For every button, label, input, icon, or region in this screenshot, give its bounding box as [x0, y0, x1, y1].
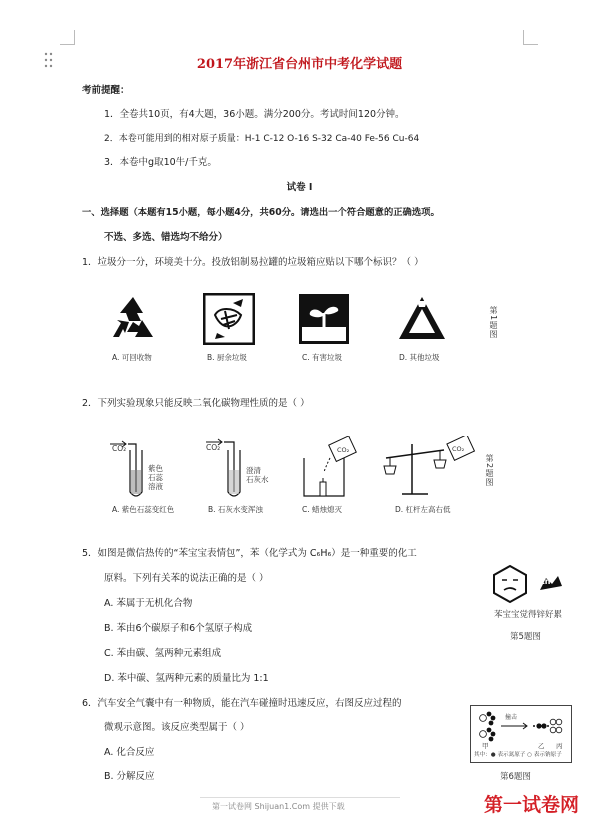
other-waste-icon [395, 293, 449, 345]
q2-tube-a-3: 溶液 [148, 482, 163, 491]
hazardous-waste-icon [298, 293, 350, 345]
zn-label: Zn [539, 577, 551, 586]
q6-line2: 微观示意图。该反应类型属于（ ） [104, 722, 250, 733]
q1-option-b: B. 厨余垃圾 [207, 353, 247, 362]
recycle-symbol-icon [107, 293, 159, 345]
crop-mark-tr [523, 30, 538, 45]
q5-option-c: C. 苯由碳、氢两种元素组成 [104, 648, 222, 659]
kitchen-waste-icon [203, 293, 255, 345]
reminder-2: 2．本卷可能用到的相对原子质量：H-1 C-12 O-16 S-32 Ca-40 Fe-56 Cu-64 [104, 134, 420, 144]
section1-line1: 一、选择题（本题有15小题，每小题4分，共60分。请选出一个符合题意的正确选项。 [82, 207, 440, 218]
q6-line1: 6．汽车安全气囊中有一种物质，能在汽车碰撞时迅速反应，右图反应过程的 [82, 698, 402, 709]
reminder-title: 考前提醒： [82, 85, 130, 96]
footer-line [200, 797, 400, 798]
q2-option-b: B. 石灰水变浑浊 [208, 505, 263, 514]
q1-option-a: A. 可回收物 [112, 353, 152, 362]
q5-line2: 原料。下列有关苯的说法正确的是（ ） [104, 573, 269, 584]
q6-fig-name-jia: 甲 [482, 742, 489, 750]
q6-fig-legend: 其中：● 表示氮原子 ○ 表示钠原子 [474, 752, 562, 758]
q6-fig-label: 第6题图 [500, 772, 531, 782]
q1-text: 1．垃圾分一分，环境美十分。投放铝制易拉罐的垃圾箱应贴以下哪个标识？（ ） [82, 257, 424, 268]
q6-option-a: A. 化合反应 [104, 747, 155, 758]
benzene-face-icon [490, 564, 530, 604]
q5-fig-caption: 苯宝宝觉得锌好累 [494, 610, 563, 620]
q2-figure-c [300, 436, 362, 500]
q5-option-a: A. 苯属于无机化合物 [104, 598, 193, 609]
q2-text: 2．下列实验现象只能反映二氧化碳物理性质的是（ ） [82, 398, 310, 409]
footer-text: 第一试卷网 Shijuan1.Com 提供下载 [212, 802, 345, 811]
q5-option-b: B. 苯由6个碳原子和6个氢原子构成 [104, 623, 253, 634]
q2-option-d: D. 杠杆左高右低 [395, 505, 451, 514]
q1-side-label: 第1题图 [489, 306, 498, 340]
q2-tube-a-2: 石蕊 [148, 473, 163, 482]
reminder-1: 1．全卷共10页，有4大题，36小题。满分200分。考试时间120分钟。 [104, 109, 405, 120]
q6-fig-name-bing: 丙 [556, 742, 563, 750]
q2-co2-c: CO₂ [337, 446, 350, 454]
paper-label: 试卷 I [286, 182, 313, 193]
q2-tube-a-1: 紫色 [148, 464, 163, 473]
q2-tube-b-2: 石灰水 [246, 475, 269, 484]
reminder-3: 3．本卷中g取10牛/千克。 [104, 157, 217, 168]
q2-co2-a: CO₂ [112, 444, 127, 453]
q2-co2-d: CO₂ [452, 445, 465, 453]
crop-mark-tl [60, 30, 75, 45]
q1-option-d: D. 其他垃圾 [399, 353, 440, 362]
q5-line1: 5．如图是微信热传的“苯宝宝表情包”，苯（化学式为 C₆H₆）是一种重要的化工 [82, 548, 417, 559]
page-title: 2017年浙江省台州市中考化学试题 [196, 57, 403, 72]
watermark-logo: 第一试卷网 [484, 794, 580, 816]
q2-side-label: 第2题图 [485, 454, 494, 488]
q1-option-c: C. 有害垃圾 [302, 353, 343, 362]
q6-option-b: B. 分解反应 [104, 771, 155, 782]
q5-option-d: D. 苯中碳、氢两种元素的质量比为 1:1 [104, 673, 269, 684]
section1-line2: 不选、多选、错选均不给分） [104, 232, 228, 243]
q2-option-c: C. 蜡烛熄灭 [302, 505, 343, 514]
q6-fig-name-yi: 乙 [538, 742, 545, 750]
q6-fig-arrow-label: 撞击 [505, 714, 518, 721]
q2-tube-b-1: 澄清 [246, 466, 261, 475]
q5-fig-label: 第5题图 [510, 632, 541, 642]
q2-co2-b: CO₂ [206, 443, 221, 452]
q2-option-a: A. 紫色石蕊变红色 [112, 505, 175, 514]
